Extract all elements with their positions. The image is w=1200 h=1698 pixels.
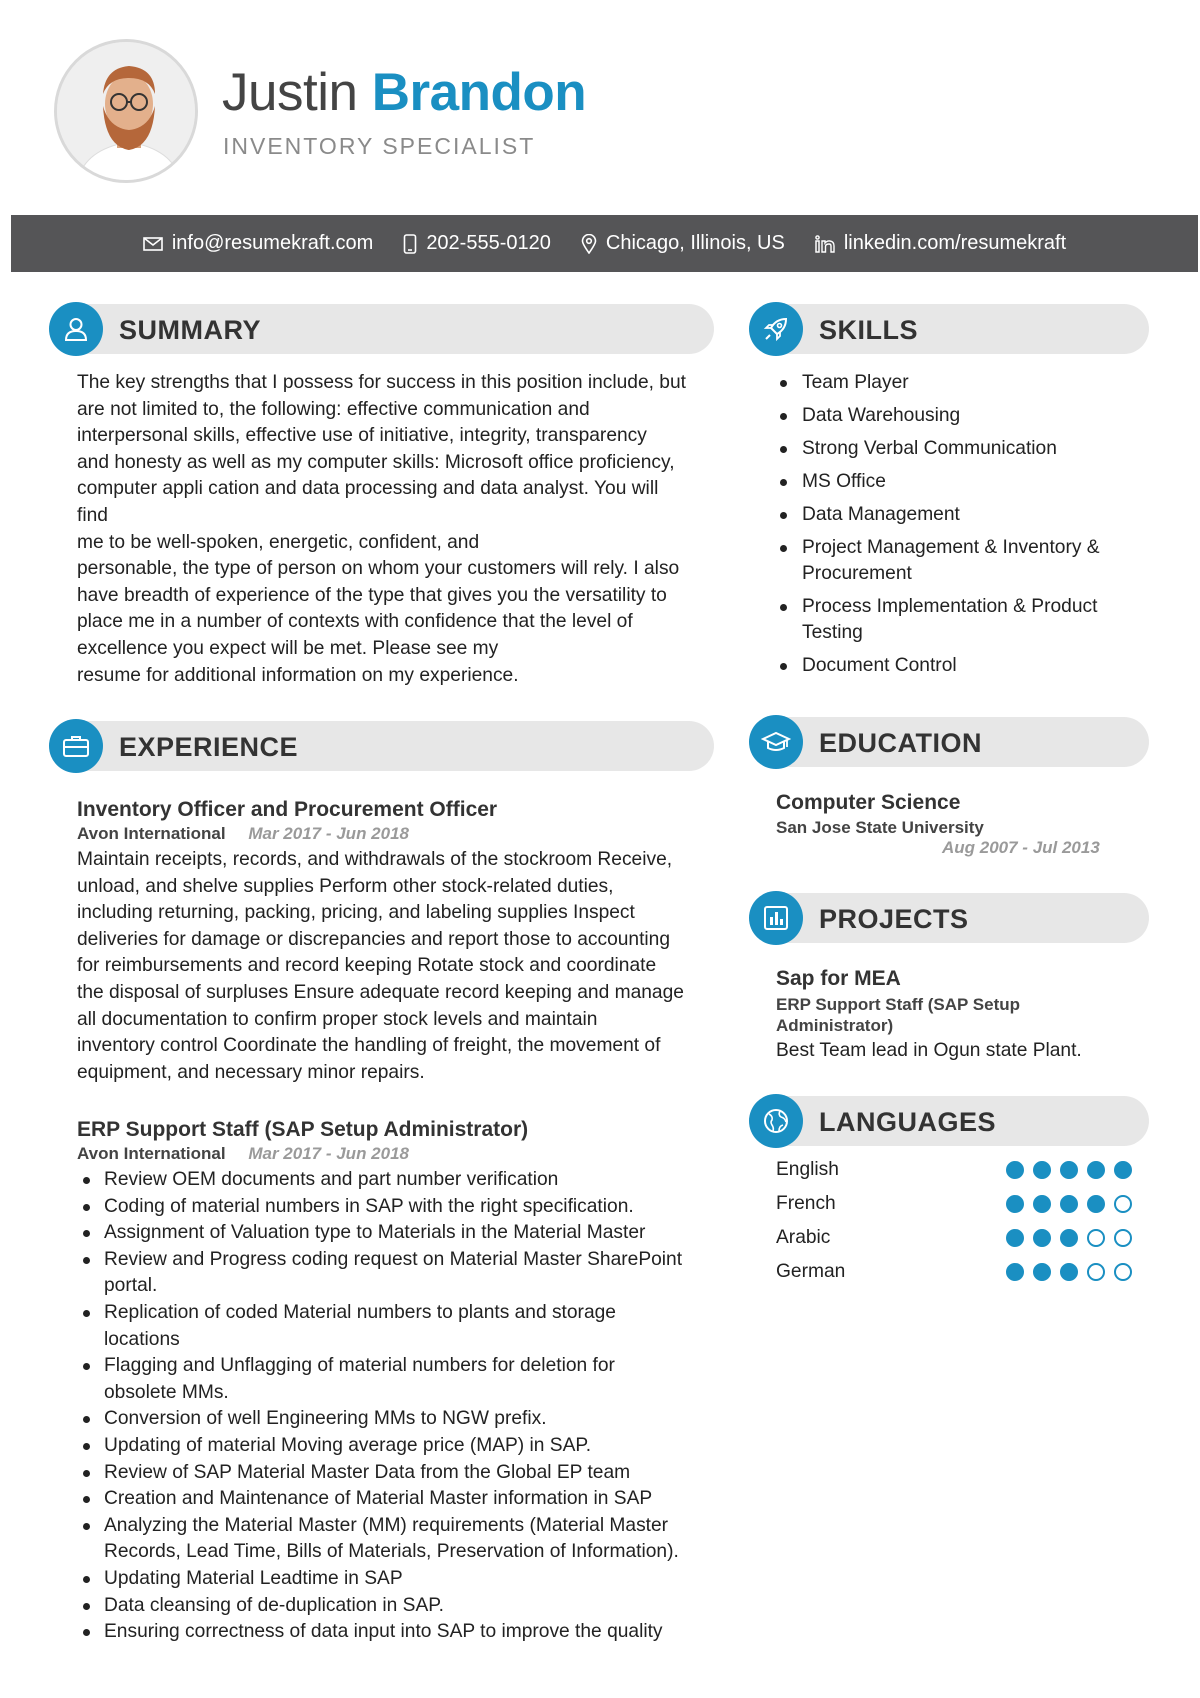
language-name: French xyxy=(776,1193,836,1214)
first-name: Justin xyxy=(222,63,358,122)
list-item xyxy=(78,1513,682,1566)
section-icon-circle xyxy=(49,302,103,356)
projects-section-header xyxy=(749,891,1149,945)
skill-line: Procurement xyxy=(802,563,912,584)
summary-line: interpersonal skills, effective use of initiative, integrity, transparency xyxy=(77,425,647,447)
section-icon-circle xyxy=(749,1094,803,1148)
rating-dot-filled xyxy=(1114,1161,1132,1179)
bullet-line: Updating of material Moving average price (MAP) in SAP. xyxy=(104,1434,592,1456)
project-description: Best Team lead in Ogun state Plant. xyxy=(776,1040,1082,1061)
job-1-line: deliveries for damage or discrepancies and report those to accounting xyxy=(77,928,671,950)
rating-dot-filled xyxy=(1006,1161,1024,1179)
summary-line: me to be well-spoken, energetic, confident, and xyxy=(77,531,480,553)
rating-dot-filled xyxy=(1060,1161,1078,1179)
project-role-line: Administrator) xyxy=(776,1016,894,1035)
job-2-bullets xyxy=(78,1167,682,1646)
summary-line: find xyxy=(77,504,108,526)
rating-dot-filled xyxy=(1006,1195,1024,1213)
rating-dot-filled xyxy=(1087,1195,1105,1213)
bullet-line: portal. xyxy=(104,1275,158,1297)
language-row xyxy=(776,1259,1136,1289)
education-section-header xyxy=(749,715,1149,769)
job-1-line: inventory control Coordinate the handling of freight, the movement of xyxy=(77,1035,661,1057)
job-1-line: including returning, packing, pricing, and labeling supplies Inspect xyxy=(77,902,635,924)
last-name: Brandon xyxy=(371,63,587,122)
language-name: Arabic xyxy=(776,1227,831,1248)
project-role xyxy=(776,994,1020,1036)
rating-dot-filled xyxy=(1033,1161,1051,1179)
bullet-line: Review OEM documents and part number verification xyxy=(104,1169,559,1190)
skill-line: Team Player xyxy=(802,372,909,393)
list-item xyxy=(78,1247,682,1300)
rating-dot-filled xyxy=(1087,1161,1105,1179)
job-1-line: the disposal of surpluses Ensure adequate record keeping and manage xyxy=(77,981,684,1003)
contact-email[interactable] xyxy=(143,232,373,255)
summary-section-header xyxy=(49,302,714,356)
job-1-company: Avon International xyxy=(77,824,226,843)
language-rating xyxy=(1006,1161,1132,1179)
section-icon-circle xyxy=(49,719,103,773)
bullet-line: Updating Material Leadtime in SAP xyxy=(104,1567,403,1589)
rating-dot-filled xyxy=(1033,1263,1051,1281)
summary-line: have breadth of experience of the type that gives you the versatility to xyxy=(77,584,667,606)
bullet-line: Ensuring correctness of data input into SAP to improve the quality xyxy=(104,1621,663,1643)
summary-line: and honesty as well as my computer skills: Microsoft office proficiency, xyxy=(77,451,675,473)
section-title: LANGUAGES xyxy=(819,1107,997,1137)
bullet-line: locations xyxy=(104,1328,180,1350)
language-rating xyxy=(1006,1229,1132,1247)
skill-line: Project Management & Inventory & xyxy=(802,537,1100,558)
envelope-icon xyxy=(143,236,163,252)
location-text: Chicago, Illinois, US xyxy=(605,232,785,254)
list-item xyxy=(78,1353,682,1406)
bullet-line: Data cleansing of de-duplication in SAP. xyxy=(104,1594,444,1616)
summary-line: resume for additional information on my experience. xyxy=(77,664,519,686)
globe-icon xyxy=(762,1107,790,1135)
languages-section-header xyxy=(749,1094,1149,1148)
bullet-line: Review and Progress coding request on Material Master SharePoint xyxy=(104,1248,683,1270)
summary-line: are not limited to, the following: effective communication and xyxy=(77,398,590,420)
language-rating xyxy=(1006,1195,1132,1213)
rating-dot-filled xyxy=(1033,1195,1051,1213)
skill-item xyxy=(776,436,1100,462)
rating-dot-empty xyxy=(1087,1229,1105,1247)
bullet-line: Records, Lead Time, Bills of Materials, Preservation of Information). xyxy=(104,1541,679,1563)
education-degree: Computer Science xyxy=(776,791,961,814)
skill-item xyxy=(776,502,1100,528)
linkedin-text: linkedin.com/resumekraft xyxy=(843,232,1067,254)
rocket-icon xyxy=(762,315,790,343)
job-2-meta xyxy=(77,1144,409,1164)
briefcase-icon xyxy=(62,734,90,758)
skill-item xyxy=(776,403,1100,429)
skill-line: Testing xyxy=(802,622,863,643)
bullet-line: Assignment of Valuation type to Materials in the Material Master xyxy=(104,1222,646,1244)
rating-dot-filled xyxy=(1006,1263,1024,1281)
rating-dot-filled xyxy=(1006,1229,1024,1247)
language-name: German xyxy=(776,1261,846,1282)
job-1-meta xyxy=(77,824,409,844)
rating-dot-filled xyxy=(1033,1229,1051,1247)
job-1-line: all documentation to confirm proper stock levels and maintain xyxy=(77,1008,598,1030)
skill-line: Strong Verbal Communication xyxy=(802,438,1057,459)
list-item xyxy=(78,1406,682,1433)
contact-phone[interactable] xyxy=(403,232,551,255)
section-title: EDUCATION xyxy=(819,728,982,758)
list-item xyxy=(78,1460,682,1487)
linkedin-icon xyxy=(815,235,835,253)
skill-item xyxy=(776,469,1100,495)
list-item xyxy=(78,1486,682,1513)
list-item xyxy=(78,1220,682,1247)
skill-item xyxy=(776,594,1100,646)
skill-line: Data Management xyxy=(802,504,960,525)
summary-line: place me in a number of contexts with confidence that the level of xyxy=(77,611,633,633)
list-item xyxy=(78,1433,682,1460)
rating-dot-empty xyxy=(1114,1229,1132,1247)
list-item xyxy=(78,1300,682,1353)
summary-text xyxy=(77,370,686,689)
bullet-line: Replication of coded Material numbers to plants and storage xyxy=(104,1301,616,1323)
job-1-line: for reimbursements and record keeping Rotate stock and coordinate xyxy=(77,955,657,977)
summary-line: personable, the type of person on whom your customers will rely. I also xyxy=(77,558,680,580)
job-1-line: unload, and shelve supplies Perform other stock-related duties, xyxy=(77,875,614,897)
contact-bar xyxy=(11,215,1198,272)
list-item xyxy=(78,1619,682,1646)
list-item xyxy=(78,1566,682,1593)
bullet-line: Creation and Maintenance of Material Master information in SAP xyxy=(104,1488,653,1510)
section-icon-circle xyxy=(749,715,803,769)
list-item xyxy=(78,1194,682,1221)
profile-photo xyxy=(54,39,198,183)
job-1-dates: Mar 2017 - Jun 2018 xyxy=(248,824,409,843)
rating-dot-filled xyxy=(1060,1229,1078,1247)
language-row xyxy=(776,1191,1136,1221)
phone-text: 202-555-0120 xyxy=(426,232,551,254)
list-item xyxy=(78,1167,682,1194)
graduation-cap-icon xyxy=(761,730,791,754)
language-name: English xyxy=(776,1159,839,1180)
job-1-title: Inventory Officer and Procurement Officer xyxy=(77,798,498,821)
bar-chart-icon xyxy=(763,905,789,931)
skill-item xyxy=(776,653,1100,679)
section-icon-circle xyxy=(749,891,803,945)
summary-line: The key strengths that I possess for success in this position include, but xyxy=(77,372,686,393)
skill-item xyxy=(776,370,1100,396)
bullet-line: Flagging and Unflagging of material numbers for deletion for xyxy=(104,1355,615,1377)
section-title: SKILLS xyxy=(819,315,919,345)
skill-line: Process Implementation & Product xyxy=(802,596,1098,617)
bullet-line: Conversion of well Engineering MMs to NGW prefix. xyxy=(104,1408,547,1430)
rating-dot-empty xyxy=(1114,1263,1132,1281)
job-2-dates: Mar 2017 - Jun 2018 xyxy=(248,1144,409,1163)
user-icon xyxy=(63,316,89,342)
email-text: info@resumekraft.com xyxy=(171,232,374,254)
job-1-line: equipment, and necessary minor repairs. xyxy=(77,1061,425,1083)
skill-line: Document Control xyxy=(802,655,957,676)
skills-section-header xyxy=(749,302,1149,356)
job-2-company: Avon International xyxy=(77,1144,226,1163)
job-1-line: Maintain receipts, records, and withdrawals of the stockroom Receive, xyxy=(77,849,673,870)
education-dates: Aug 2007 - Jul 2013 xyxy=(942,838,1100,857)
rating-dot-filled xyxy=(1060,1195,1078,1213)
project-name: Sap for MEA xyxy=(776,967,901,990)
education-school: San Jose State University xyxy=(776,818,984,837)
rating-dot-filled xyxy=(1060,1263,1078,1281)
language-row xyxy=(776,1157,1136,1187)
skill-line: MS Office xyxy=(802,471,886,492)
bullet-line: Coding of material numbers in SAP with the right specification. xyxy=(104,1195,634,1217)
summary-line: computer appli cation and data processing and data analyst. You will xyxy=(77,478,659,500)
job-2-title: ERP Support Staff (SAP Setup Administrator) xyxy=(77,1118,529,1141)
phone-icon xyxy=(403,234,417,254)
location-pin-icon xyxy=(581,234,597,254)
section-title: SUMMARY xyxy=(119,315,261,345)
contact-location xyxy=(581,232,785,255)
experience-section-header xyxy=(49,719,714,773)
language-row xyxy=(776,1225,1136,1255)
skills-list xyxy=(776,370,1100,686)
job-title: INVENTORY SPECIALIST xyxy=(223,133,536,159)
section-title: PROJECTS xyxy=(819,904,969,934)
skill-line: Data Warehousing xyxy=(802,405,961,426)
section-title: EXPERIENCE xyxy=(119,732,299,762)
rating-dot-empty xyxy=(1114,1195,1132,1213)
rating-dot-empty xyxy=(1087,1263,1105,1281)
project-role-line: ERP Support Staff (SAP Setup xyxy=(776,995,1021,1014)
summary-line: excellence you expect will be met. Please see my xyxy=(77,637,499,659)
list-item xyxy=(78,1593,682,1620)
section-icon-circle xyxy=(749,302,803,356)
skill-item xyxy=(776,535,1100,587)
contact-linkedin[interactable] xyxy=(815,232,1066,255)
language-rating xyxy=(1006,1263,1132,1281)
job-1-description xyxy=(77,847,684,1086)
bullet-line: Analyzing the Material Master (MM) requirements (Material Master xyxy=(104,1514,669,1536)
full-name xyxy=(222,62,586,123)
bullet-line: Review of SAP Material Master Data from the Global EP team xyxy=(104,1461,631,1483)
bullet-line: obsolete MMs. xyxy=(104,1381,229,1403)
